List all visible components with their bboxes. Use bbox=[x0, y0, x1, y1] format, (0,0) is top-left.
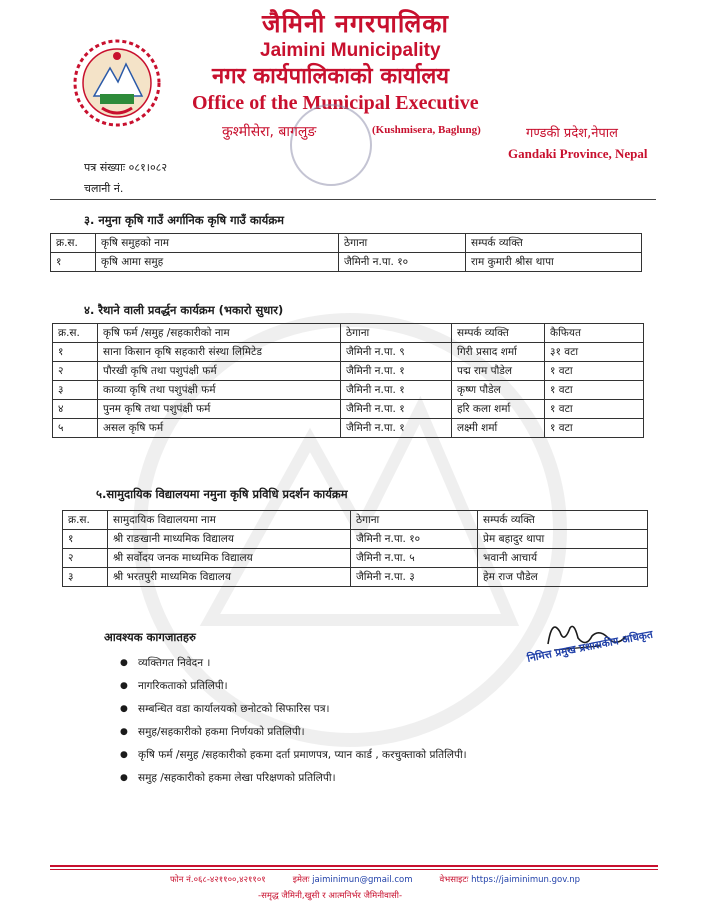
cell-contact: गिरी प्रसाद शर्मा bbox=[452, 343, 545, 362]
dispatch-number-label: चलानी नं. bbox=[84, 182, 124, 195]
table-row bbox=[63, 530, 648, 549]
list-item bbox=[120, 725, 467, 748]
document-item-text: सम्बन्धित वडा कार्यालयको छनोटको सिफारिस पत्र। bbox=[138, 703, 330, 715]
address-nepali: कुश्मीसेरा, बागलुङ bbox=[222, 124, 317, 140]
section-3-title: ३. नमुना कृषि गाउँ अर्गानिक कृषि गाउँ कार्यक्रम bbox=[84, 213, 285, 227]
footer-email-link[interactable]: jaiminimun@gmail.com bbox=[312, 875, 413, 885]
table-row bbox=[53, 343, 644, 362]
province-english: Gandaki Province, Nepal bbox=[508, 146, 648, 161]
footer-website-label: वेभसाइटः bbox=[439, 875, 469, 885]
col-header-serial: क्र.स. bbox=[51, 234, 96, 253]
signatory-designation: निमित्त प्रमुख प्रशासकीय अधिकृत bbox=[526, 628, 654, 665]
list-item bbox=[120, 679, 467, 702]
section-3-table bbox=[50, 233, 642, 272]
cell-contact: राम कुमारी श्रीस थापा bbox=[466, 253, 642, 272]
cell-name: काव्या कृषि तथा पशुपंक्षी फर्म bbox=[98, 381, 341, 400]
table-header-row bbox=[51, 234, 642, 253]
table-header-row bbox=[63, 511, 648, 530]
required-documents-title: आवश्यक कागजातहरु bbox=[104, 630, 196, 644]
cell-remarks: १ वटा bbox=[545, 419, 644, 438]
table-row bbox=[53, 400, 644, 419]
cell-remarks: ३१ वटा bbox=[545, 343, 644, 362]
cell-serial: १ bbox=[63, 530, 108, 549]
table-row bbox=[53, 381, 644, 400]
cell-address: जैमिनी न.पा. १ bbox=[341, 362, 452, 381]
footer-contact-line bbox=[170, 874, 580, 885]
cell-name: श्री सर्वोदय जनक माध्यमिक विद्यालय bbox=[108, 549, 351, 568]
col-header-contact: सम्पर्क व्यक्ति bbox=[478, 511, 648, 530]
header-divider bbox=[50, 199, 656, 200]
cell-contact: लक्ष्मी शर्मा bbox=[452, 419, 545, 438]
cell-address: जैमिनी न.पा. १ bbox=[341, 400, 452, 419]
cell-name: असल कृषि फर्म bbox=[98, 419, 341, 438]
footer-slogan: -समृद्ध जैमिनी,खुसी र आत्मनिर्भर जैमिनीवासी- bbox=[258, 891, 403, 901]
bullet-icon: ● bbox=[120, 750, 128, 760]
col-header-group-name: कृषि समुहको नाम bbox=[96, 234, 339, 253]
municipality-name-nepali: जैमिनी नगरपालिका bbox=[262, 9, 449, 38]
cell-serial: १ bbox=[53, 343, 98, 362]
bullet-icon: ● bbox=[120, 658, 128, 668]
cell-serial: १ bbox=[51, 253, 96, 272]
col-header-contact: सम्पर्क व्यक्ति bbox=[466, 234, 642, 253]
col-header-address: ठेगाना bbox=[341, 324, 452, 343]
col-header-contact: सम्पर्क व्यक्ति bbox=[452, 324, 545, 343]
col-header-address: ठेगाना bbox=[351, 511, 478, 530]
cell-address: जैमिनी न.पा. १ bbox=[341, 381, 452, 400]
table-row bbox=[63, 568, 648, 587]
bullet-icon: ● bbox=[120, 704, 128, 714]
cell-name: पुनम कृषि तथा पशुपंक्षी फर्म bbox=[98, 400, 341, 419]
cell-contact: हेम राज पौडेल bbox=[478, 568, 648, 587]
cell-name: श्री भरतपुरी माध्यमिक विद्यालय bbox=[108, 568, 351, 587]
office-name-english: Office of the Municipal Executive bbox=[192, 92, 479, 114]
col-header-serial: क्र.स. bbox=[53, 324, 98, 343]
municipality-name-english: Jaimini Municipality bbox=[260, 40, 441, 61]
col-header-firm-name: कृषि फर्म /समुह /सहकारीको नाम bbox=[98, 324, 341, 343]
cell-serial: ३ bbox=[63, 568, 108, 587]
cell-name: साना किसान कृषि सहकारी संस्था लिमिटेड bbox=[98, 343, 341, 362]
cell-remarks: १ वटा bbox=[545, 381, 644, 400]
cell-contact: प्रेम बहादुर थापा bbox=[478, 530, 648, 549]
cell-name: पौरखी कृषि तथा पशुपंक्षी फर्म bbox=[98, 362, 341, 381]
section-4-title: ४. रैथाने वाली प्रवर्द्धन कार्यक्रम (भकारो सुधार) bbox=[84, 303, 284, 317]
province-nepali: गण्डकी प्रदेश,नेपाल bbox=[526, 126, 618, 141]
cell-contact: हरि कला शर्मा bbox=[452, 400, 545, 419]
cell-remarks: १ वटा bbox=[545, 362, 644, 381]
letter-reference-number: पत्र संख्याः ०८१।०८२ bbox=[84, 161, 168, 174]
section-5-table bbox=[62, 510, 648, 587]
table-row bbox=[63, 549, 648, 568]
bullet-icon: ● bbox=[120, 773, 128, 783]
list-item bbox=[120, 656, 467, 679]
address-english: (Kushmisera, Baglung) bbox=[372, 124, 481, 136]
col-header-remarks: कैफियत bbox=[545, 324, 644, 343]
cell-contact: पद्म राम पौडेल bbox=[452, 362, 545, 381]
cell-address: जैमिनी न.पा. १ bbox=[341, 419, 452, 438]
document-item-text: समुह /सहकारीको हकमा लेखा परिक्षणको प्रतिलिपी। bbox=[138, 772, 336, 784]
footer-phone: फोन नं.०६८-४२११००,४२११०१ bbox=[170, 875, 266, 885]
document-item-text: कृषि फर्म /समुह /सहकारीको हकमा दर्ता प्रमाणपत्र, प्यान कार्ड , करचुक्ताको प्रतिलिपी। bbox=[138, 749, 467, 761]
cell-remarks: १ वटा bbox=[545, 400, 644, 419]
footer-divider bbox=[50, 865, 658, 867]
col-header-serial: क्र.स. bbox=[63, 511, 108, 530]
cell-contact: कृष्ण पौडेल bbox=[452, 381, 545, 400]
section-4-table bbox=[52, 323, 644, 438]
bullet-icon: ● bbox=[120, 727, 128, 737]
cell-name: कृषि आमा समुह bbox=[96, 253, 339, 272]
cell-address: जैमिनी न.पा. ५ bbox=[351, 549, 478, 568]
footer-email-label: इमेलः bbox=[292, 875, 310, 885]
document-item-text: व्यक्तिगत निवेदन । bbox=[138, 657, 211, 669]
cell-serial: २ bbox=[53, 362, 98, 381]
col-header-address: ठेगाना bbox=[339, 234, 466, 253]
cell-address: जैमिनी न.पा. १० bbox=[351, 530, 478, 549]
table-row bbox=[53, 362, 644, 381]
bullet-icon: ● bbox=[120, 681, 128, 691]
cell-serial: ५ bbox=[53, 419, 98, 438]
cell-address: जैमिनी न.पा. ३ bbox=[351, 568, 478, 587]
table-header-row bbox=[53, 324, 644, 343]
cell-serial: ४ bbox=[53, 400, 98, 419]
footer-divider-thin bbox=[50, 869, 658, 870]
cell-name: श्री राङखानी माध्यमिक विद्यालय bbox=[108, 530, 351, 549]
table-row bbox=[51, 253, 642, 272]
list-item bbox=[120, 748, 467, 771]
cell-contact: भवानी आचार्य bbox=[478, 549, 648, 568]
table-row bbox=[53, 419, 644, 438]
office-stamp bbox=[290, 104, 372, 186]
list-item bbox=[120, 771, 467, 794]
document-item-text: समुह/सहकारीको हकमा निर्णयको प्रतिलिपी। bbox=[138, 726, 305, 738]
footer-website-link[interactable]: https://jaiminimun.gov.np bbox=[471, 875, 581, 885]
cell-address: जैमिनी न.पा. १० bbox=[339, 253, 466, 272]
document-item-text: नागरिकताको प्रतिलिपी। bbox=[138, 680, 228, 692]
cell-serial: ३ bbox=[53, 381, 98, 400]
cell-address: जैमिनी न.पा. ९ bbox=[341, 343, 452, 362]
section-5-title: ५.सामुदायिक विद्यालयमा नमुना कृषि प्रविधि प्रदर्शन कार्यक्रम bbox=[96, 487, 348, 501]
nepal-emblem-icon bbox=[72, 38, 162, 128]
list-item bbox=[120, 702, 467, 725]
office-name-nepali: नगर कार्यपालिकाको कार्यालय bbox=[212, 64, 449, 89]
required-documents-list bbox=[120, 656, 467, 794]
col-header-school-name: सामुदायिक विद्यालयमा नाम bbox=[108, 511, 351, 530]
cell-serial: २ bbox=[63, 549, 108, 568]
